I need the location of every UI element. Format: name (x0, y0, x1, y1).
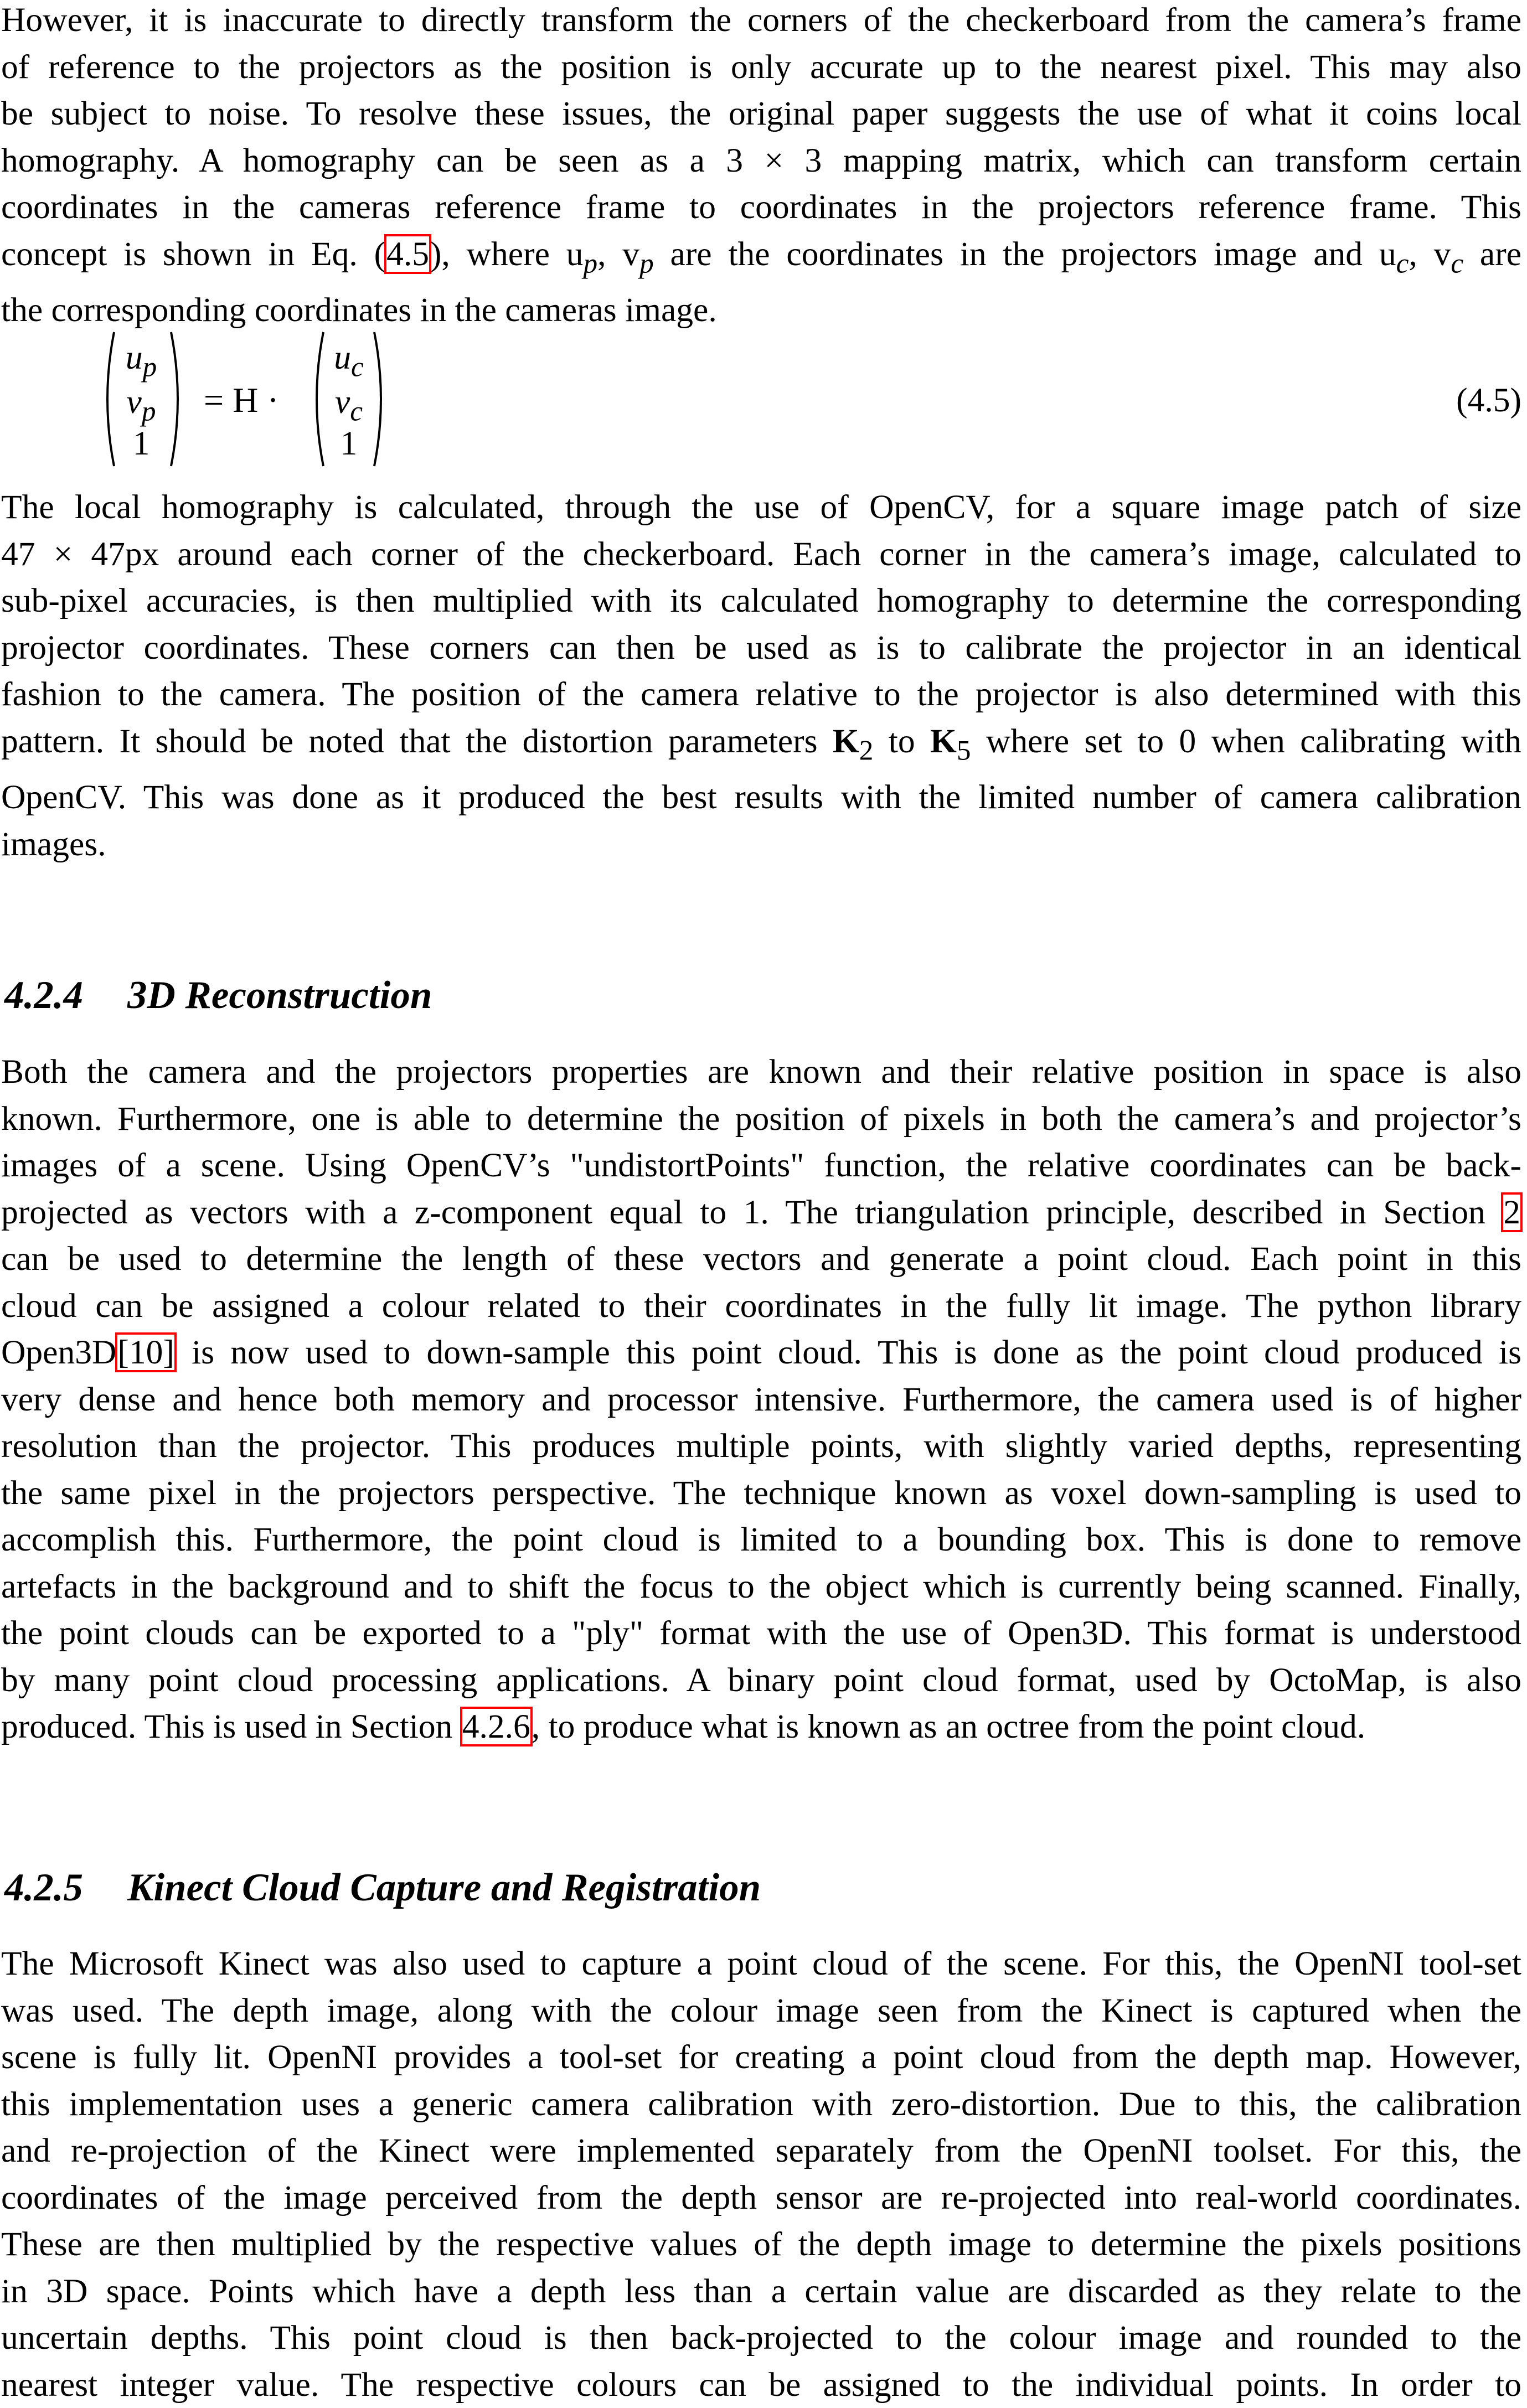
matrix-cell: $u_p$ (116, 338, 166, 383)
text-line: in 3D space. Points which have a depth less than a certain value are discarded as they relate to the (1, 2268, 1521, 2315)
equation-reference-link[interactable]: 4.5 (385, 235, 430, 273)
matrix-cell: 1 (116, 424, 166, 463)
text-line: produced. This is used in Section 4.2.6, to produce what is known as an octree from the point cloud. (1, 1703, 1521, 1750)
text-line: OpenCV. This was done as it produced the best results with the limited number of camera calibration (1, 774, 1521, 821)
text-line: resolution than the projector. This produces multiple points, with slightly varied depths, representing (1, 1423, 1521, 1470)
text-line: very dense and hence both memory and processor intensive. Furthermore, the camera used is of higher (1, 1376, 1521, 1423)
matrix-cell: $v_p$ (116, 383, 166, 427)
text-line: Both the camera and the projectors properties are known and their relative position in space is also (1, 1048, 1521, 1096)
paragraph-local-homography (1, 0, 1521, 334)
text-line: 47 × 47px around each corner of the checkerboard. Each corner in the camera’s image, calculated to (1, 531, 1521, 578)
text-line: can be used to determine the length of these vectors and generate a point cloud. Each point in this (1, 1236, 1521, 1283)
equation-number: (4.5) (1456, 381, 1521, 420)
text-line: by many point cloud processing applications. A binary point cloud format, used by OctoMap, is also (1, 1657, 1521, 1704)
text-line: concept is shown in Eq. (4.5), where $u_p$, $v_p$ are the coordinates in the projectors image and $u_c$, $v_c$ are (1, 231, 1521, 287)
section-reference-link[interactable]: 4.2.6 (461, 1708, 532, 1745)
text-line: uncertain depths. This point cloud is then back-projected to the colour image and rounded to the (1, 2314, 1521, 2362)
matrix-cell: $v_c$ (324, 383, 374, 427)
text-line: These are then multiplied by the respective values of the depth image to determine the pixels positions (1, 2221, 1521, 2268)
text-line: this implementation uses a generic camera calibration with zero-distortion. Due to this, the calibration (1, 2081, 1521, 2128)
text-line: coordinates in the cameras reference frame to coordinates in the projectors reference frame. This (1, 184, 1521, 231)
text-line: was used. The depth image, along with the colour image seen from the Kinect is captured when the (1, 1987, 1521, 2034)
text-line: The local homography is calculated, through the use of OpenCV, for a square image patch of size (1, 484, 1521, 531)
paragraph-homography-calculation (1, 484, 1521, 867)
text-line: and re-projection of the Kinect were implemented separately from the OpenNI toolset. For this, the (1, 2127, 1521, 2174)
section-heading-4-2-4: 4.2.4 3D Reconstruction (4, 973, 432, 1018)
text-line: coordinates of the image perceived from the depth sensor are re-projected into real-world coordinates. (1, 2174, 1521, 2221)
text-line: The Microsoft Kinect was also used to capture a point cloud of the scene. For this, the OpenNI tool-set (1, 1940, 1521, 1987)
text-line: projector coordinates. These corners can then be used as is to calibrate the projector in an identical (1, 624, 1521, 671)
section-heading-4-2-5: 4.2.5 Kinect Cloud Capture and Registration (4, 1866, 761, 1910)
text-line: cloud can be assigned a colour related to their coordinates in the fully lit image. The python library (1, 1283, 1521, 1330)
text-line: images of a scene. Using OpenCV’s "undistortPoints" function, the relative coordinates can be back- (1, 1142, 1521, 1189)
text-line: sub-pixel accuracies, is then multiplied with its calculated homography to determine the corresponding (1, 577, 1521, 624)
right-paren-icon (372, 330, 389, 468)
matrix-cell: $u_c$ (324, 338, 374, 383)
text-line: the point clouds can be exported to a "ply" format with the use of Open3D. This format is understood (1, 1610, 1521, 1657)
section-reference-link[interactable]: 2 (1502, 1193, 1521, 1231)
text-line: Open3D[10] is now used to down-sample this point cloud. This is done as the point cloud produced is (1, 1329, 1521, 1376)
text-line: known. Furthermore, one is able to determine the position of pixels in both the camera’s and projector’s (1, 1096, 1521, 1143)
text-line: be subject to noise. To resolve these issues, the original paper suggests the use of what it coins local (1, 90, 1521, 137)
text-line: fashion to the camera. The position of the camera relative to the projector is also determined with this (1, 671, 1521, 718)
text-line: the same pixel in the projectors perspective. The technique known as voxel down-sampling is used to (1, 1470, 1521, 1517)
left-paren-icon (309, 330, 326, 468)
matrix-cell: 1 (324, 424, 374, 463)
equation-4-5 (0, 330, 1527, 474)
text-line: images. (1, 821, 1521, 868)
equation-operator: = H · (204, 380, 279, 421)
paragraph-3d-reconstruction (1, 1048, 1521, 1750)
left-paren-icon (100, 330, 116, 468)
text-line: pattern. It should be noted that the distortion parameters $K_2$ to $K_5$ where set to 0 when calibrating with (1, 718, 1521, 774)
right-paren-icon (169, 330, 185, 468)
citation-link[interactable]: [10] (116, 1334, 175, 1371)
text-line: the corresponding coordinates in the cameras image. (1, 287, 1521, 334)
text-line: projected as vectors with a z-component equal to 1. The triangulation principle, described in Section 2 (1, 1189, 1521, 1236)
text-line: However, it is inaccurate to directly transform the corners of the checkerboard from the camera’s frame (1, 0, 1521, 44)
text-line: artefacts in the background and to shift the focus to the object which is currently being scanned. Finally, (1, 1563, 1521, 1610)
paragraph-kinect-capture (1, 1940, 1521, 2408)
text-line: homography. A homography can be seen as a 3 × 3 mapping matrix, which can transform certain (1, 137, 1521, 184)
text-line: accomplish this. Furthermore, the point cloud is limited to a bounding box. This is done to remove (1, 1516, 1521, 1563)
text-line: scene is fully lit. OpenNI provides a tool-set for creating a point cloud from the depth map. However, (1, 2034, 1521, 2081)
text-line: of reference to the projectors as the position is only accurate up to the nearest pixel. This may also (1, 44, 1521, 91)
text-line: nearest integer value. The respective colours can be assigned to the individual points. In order to (1, 2362, 1521, 2408)
